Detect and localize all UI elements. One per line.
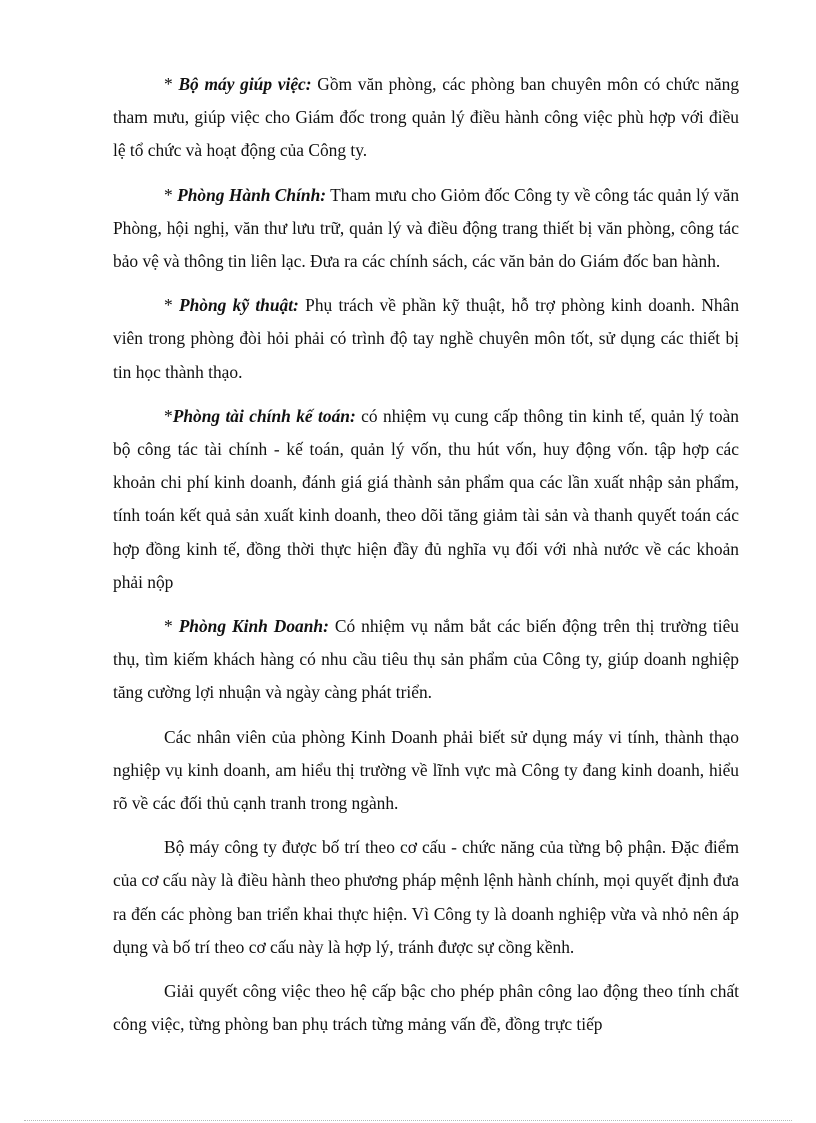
- paragraph-giai-quyet-cong-viec: [113, 975, 739, 1041]
- paragraph-text: Các nhân viên của phòng Kinh Doanh phải biết sử dụng máy vi tính, thành thạo nghiệp vụ kinh doanh, am hiểu thị trường về lĩnh vực mà Công ty đang kinh doanh, hiểu rõ về các đối thủ cạnh tranh trong ngành.: [113, 726, 739, 814]
- paragraph-phong-ky-thuat: [113, 289, 739, 389]
- paragraph-co-cau-bo-may: [113, 831, 739, 964]
- paragraph-text: Tham mưu cho Giỏm đốc Công ty về công tác quản lý văn Phòng, hội nghị, văn thư lưu trữ, quản lý và điều động trang thiết bị văn phòng, công tác bảo vệ và thông tin liên lạc. Đưa ra các chính sách, các văn bản do Giám đốc ban hành.: [113, 184, 740, 272]
- paragraph-phong-tai-chinh-ke-toan: [113, 400, 739, 599]
- paragraph-prefix: *: [164, 295, 179, 316]
- paragraph-heading: Phòng kỹ thuật:: [179, 295, 299, 316]
- paragraph-heading: Phòng Kinh Doanh:: [178, 616, 329, 637]
- paragraph-text: có nhiệm vụ cung cấp thông tin kinh tế, quản lý toàn bộ công tác tài chính - kế toán, quản lý vốn, thu hút vốn, huy động vốn. tập hợp các khoản chi phí kinh doanh, đánh giá giá thành sản phẩm qua các lần xuất nhập sản phẩm, tính toán kết quả sản xuất kinh doanh, theo dõi tăng giảm tài sản và thanh quyết toán các hợp đồng kinh tế, đồng thời thực hiện đầy đủ nghĩa vụ đối với nhà nước về các khoản phải nộp: [113, 405, 739, 592]
- paragraph-prefix: *: [164, 74, 179, 94]
- paragraph-heading: Bộ máy giúp việc:: [178, 74, 312, 94]
- paragraph-text: Bộ máy công ty được bố trí theo cơ cấu - chức năng của từng bộ phận. Đặc điểm của cơ cấu này là điều hành theo phương pháp mệnh lệnh hành chính, mọi quyết định đưa ra đến các phòng ban triển khai thực hiện. Vì Công ty là doanh nghiệp vừa và nhỏ nên áp dụng và bố trí theo cơ cấu này là hợp lý, tránh được sự cồng kềnh.: [113, 837, 739, 957]
- paragraph-phong-hanh-chinh: [113, 179, 739, 279]
- paragraph-text: Gồm văn phòng, các phòng ban chuyên môn có chức năng tham mưu, giúp việc cho Giám đốc trong quản lý điều hành công việc phù hợp với điều lệ tổ chức và hoạt động của Công ty.: [113, 74, 740, 161]
- paragraph-prefix: *: [164, 616, 179, 637]
- paragraph-bo-may-giup-viec: [113, 68, 739, 168]
- paragraph-text: Có nhiệm vụ nắm bắt các biến động trên thị trường tiêu thụ, tìm kiếm khách hàng có nhu cầu tiêu thụ sản phẩm của Công ty, giúp doanh nghiệp tăng cường lợi nhuận và ngày càng phát triển.: [113, 616, 739, 703]
- document-body: [113, 68, 739, 1052]
- paragraph-heading: Phòng tài chính kế toán:: [172, 405, 356, 426]
- paragraph-text: Giải quyết công việc theo hệ cấp bậc cho phép phân công lao động theo tính chất công việc, từng phòng ban phụ trách từng mảng vấn đề, đồng trực tiếp: [113, 981, 739, 1035]
- paragraph-phong-kinh-doanh: [113, 610, 739, 710]
- paragraph-heading: Phòng Hành Chính:: [177, 184, 327, 205]
- paragraph-prefix: *: [164, 405, 173, 426]
- paragraph-prefix: *: [164, 184, 178, 205]
- paragraph-nhan-vien-kinh-doanh: [113, 721, 739, 821]
- page-bottom-divider: [24, 1120, 792, 1121]
- paragraph-text: Phụ trách về phần kỹ thuật, hỗ trợ phòng kinh doanh. Nhân viên trong phòng đòi hỏi phải có trình độ tay nghề chuyên môn tốt, sử dụng các thiết bị tin học thành thạo.: [113, 295, 740, 382]
